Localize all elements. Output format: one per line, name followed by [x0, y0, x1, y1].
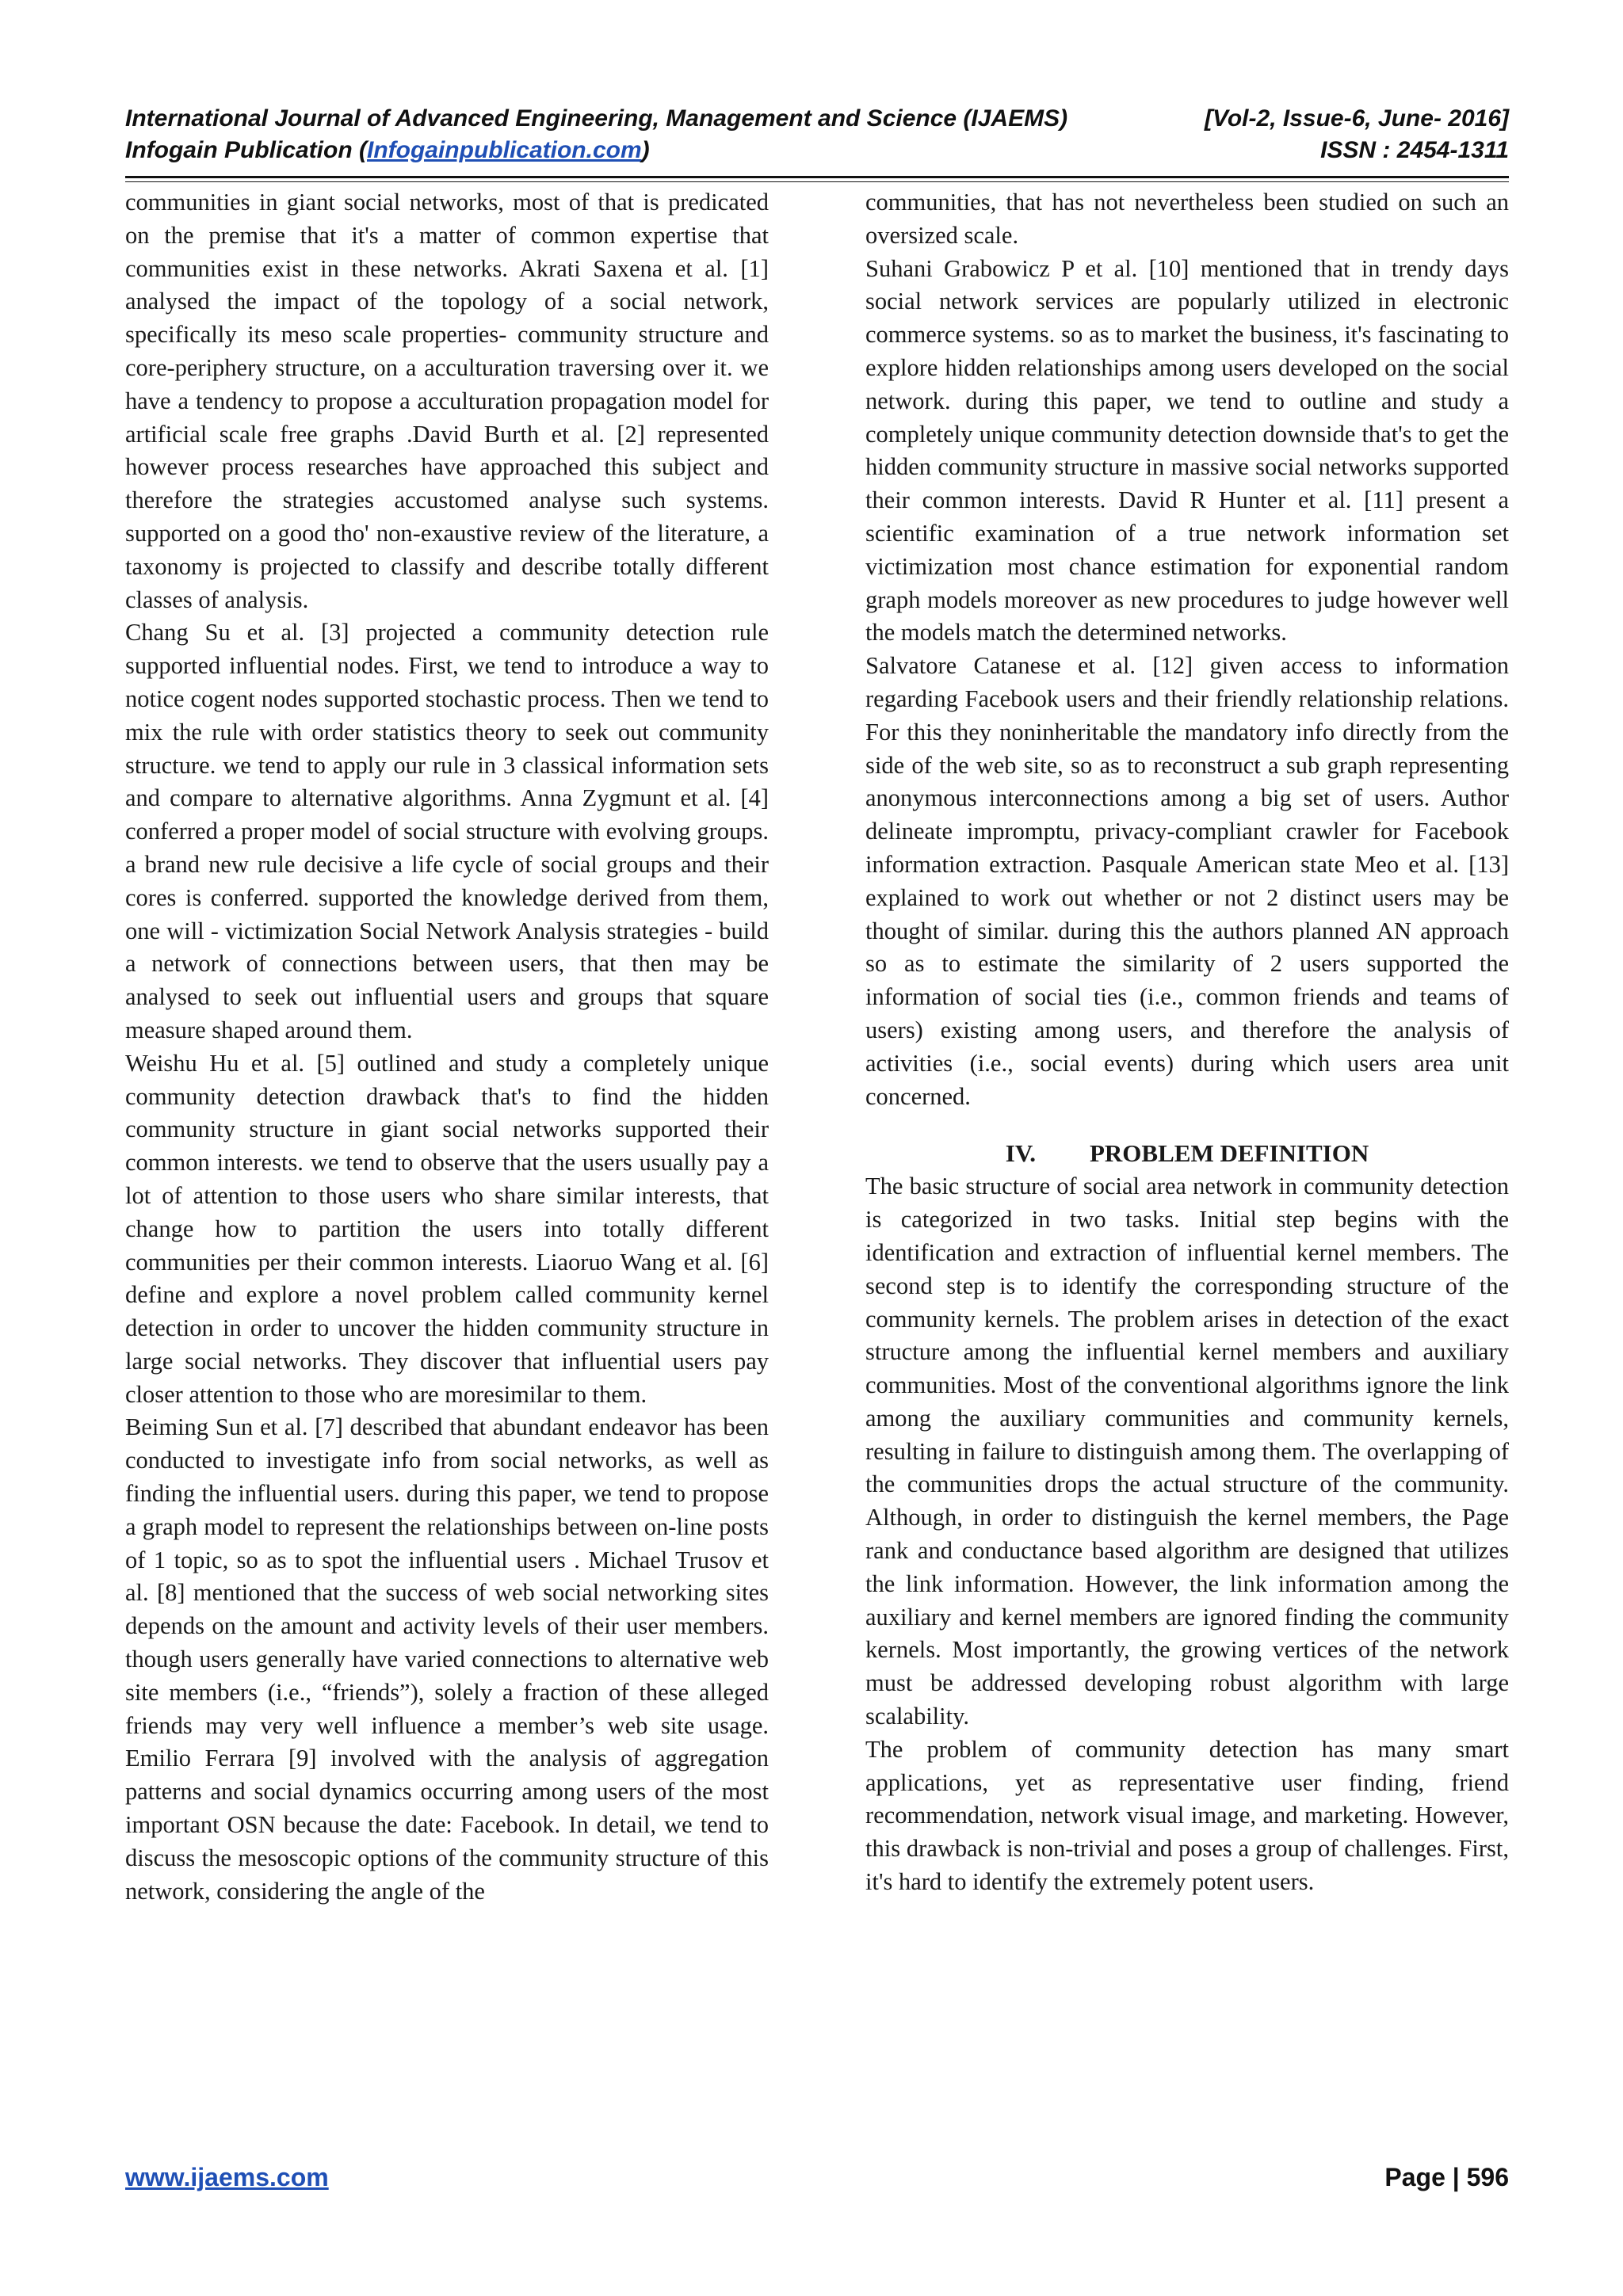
publisher-link[interactable]: Infogainpublication.com: [366, 137, 642, 163]
publisher: [125, 135, 650, 166]
volume-info: [Vol-2, Issue-6, June- 2016]: [1204, 105, 1509, 132]
section-title: PROBLEM DEFINITION: [1089, 1139, 1369, 1168]
right-paragraph-4: The basic structure of social area network in community detection is categorized in two tasks. Initial step begins with the identification and extraction of influential kernel members. The second step is to identify the corresponding structure of the community kernels. The problem arises in detection of the exact structure among the influential kernel members and auxiliary communities. Most of the conventional algorithms ignore the link among the auxiliary communities and community kernels, resulting in failure to distinguish among them. The overlapping of the communities drops the actual structure of the community. Although, in order to distinguish the kernel members, the Page rank and conductance based algorithm are designed that utilizes the link information. However, the link information among the auxiliary and kernel members are ignored finding the community kernels. Most importantly, the growing vertices of the network must be addressed developing robust algorithm with large scalability.: [865, 1173, 1509, 1730]
right-column: [865, 186, 1509, 1899]
left-paragraph-2: Chang Su et al. [3] projected a community detection rule supported influential nodes. First, we tend to introduce a way to notice cogent nodes supported stochastic process. Then we tend to mix the rule with order statistics theory to seek out community structure. we tend to apply our rule in 3 classical information sets and compare to alternative algorithms. Anna Zygmunt et al. [4] conferred a proper model of social structure with evolving groups. a brand new rule decisive a life cycle of social groups and their cores is conferred. supported the knowledge derived from them, one will - victimization Social Network Analysis strategies - build a network of connections between users, that then may be analysed to seek out influential users and groups that square measure shaped around them.: [125, 619, 769, 1043]
header-rule: [125, 176, 1509, 178]
page-header: [125, 103, 1509, 166]
publisher-prefix: Infogain Publication (: [125, 137, 367, 163]
right-paragraph-2: Suhani Grabowicz P et al. [10] mentioned that in trendy days social network services are popularly utilized in electronic commerce systems. so as to market the business, it's fascinating to explore hidden relationships among users developed on the social network. during this paper, we tend to outline and study a completely unique community detection downside that's to get the hidden community structure in massive social networks supported their common interests. David R Hunter et al. [11] present a scientific examination of a true network information set victimization most chance estimation for exponential random graph models moreover as new procedures to judge however well the models match the determined networks.: [865, 254, 1509, 646]
journal-title: International Journal of Advanced Engineering, Management and Science (IJAEMS): [125, 105, 1068, 132]
page-footer: [125, 2163, 1509, 2192]
right-paragraph-3: Salvatore Catanese et al. [12] given access to information regarding Facebook users and their friendly relationship relations. For this they noninheritable the mandatory info directly from the side of the web site, so as to reconstruct a sub graph representing anonymous interconnections among a big set of users. Author delineate impromptu, privacy-compliant crawler for Facebook information extraction. Pasquale American state Meo et al. [13] explained to work out whether or not 2 distinct users may be thought of similar. during this the authors planned AN approach so as to estimate the similarity of 2 users supported the information of social ties (i.e., common friends and teams of users) existing among users, and therefore the analysis of activities (i.e., social events) during which users area unit concerned.: [865, 652, 1509, 1110]
left-paragraph-4: Beiming Sun et al. [7] described that abundant endeavor has been conducted to investigate info from social networks, as well as finding the influential users. during this paper, we tend to propose a graph model to represent the relationships between on-line posts of 1 topic, so as to spot the influential users . Michael Trusov et al. [8] mentioned that the success of web social networking sites depends on the amount and activity levels of their user members. though users generally have varied connections to alternative web site members (i.e., “friends”), solely a fraction of these alleged friends may very well influence a member’s web site usage. Emilio Ferrara [9] involved with the analysis of aggregation patterns and social dynamics occurring among users of the most important OSN because the date: Facebook. In detail, we tend to discuss the mesoscopic options of the community structure of this network, considering the angle of the: [125, 1413, 769, 1905]
header-row-publisher: [125, 135, 1509, 166]
left-paragraph-3: Weishu Hu et al. [5] outlined and study a completely unique community detection drawback that's to find the hidden community structure in giant social networks supported their common interests. we tend to observe that the users usually pay a lot of attention to those users who share similar interests, that change how to partition the users into totally different communities per their common interests. Liaoruo Wang et al. [6] define and explore a novel problem called community kernel detection in order to uncover the hidden community structure in large social networks. They discover that influential users pay closer attention to those who are moresimilar to them.: [125, 1049, 769, 1408]
publisher-suffix: ): [641, 137, 650, 163]
header-row-journal: [125, 103, 1509, 135]
header-rule-thin: [125, 181, 1509, 182]
footer-website-link[interactable]: www.ijaems.com: [125, 2163, 329, 2191]
right-paragraph-5: The problem of community detection has many smart applications, yet as representative user finding, friend recommendation, network visual image, and marketing. However, this drawback is non-trivial and poses a group of challenges. First, it's hard to identify the extremely potent users.: [865, 1735, 1509, 1896]
right-paragraph-1: communities, that has not nevertheless been studied on such an oversized scale.: [865, 189, 1509, 249]
issn: ISSN : 2454-1311: [1320, 137, 1509, 163]
left-column: [125, 186, 769, 1908]
section-number: IV.: [1005, 1139, 1036, 1168]
left-paragraph-1: communities in giant social networks, most of that is predicated on the premise that it's a matter of common expertise that communities exist in these networks. Akrati Saxena et al. [1] analysed the impact of the topology of a social network, specifically its meso scale properties- community structure and core-periphery structure, on a acculturation traversing over it. we have a tendency to propose a acculturation propagation model for artificial scale free graphs .David Burth et al. [2] represented however process researches have approached this subject and therefore the strategies accustomed analyse such systems. supported on a good tho' non-exaustive review of the literature, a taxonomy is projected to classify and describe totally different classes of analysis.: [125, 189, 769, 613]
section-heading: [865, 1137, 1509, 1170]
page-number: Page | 596: [1384, 2163, 1509, 2191]
